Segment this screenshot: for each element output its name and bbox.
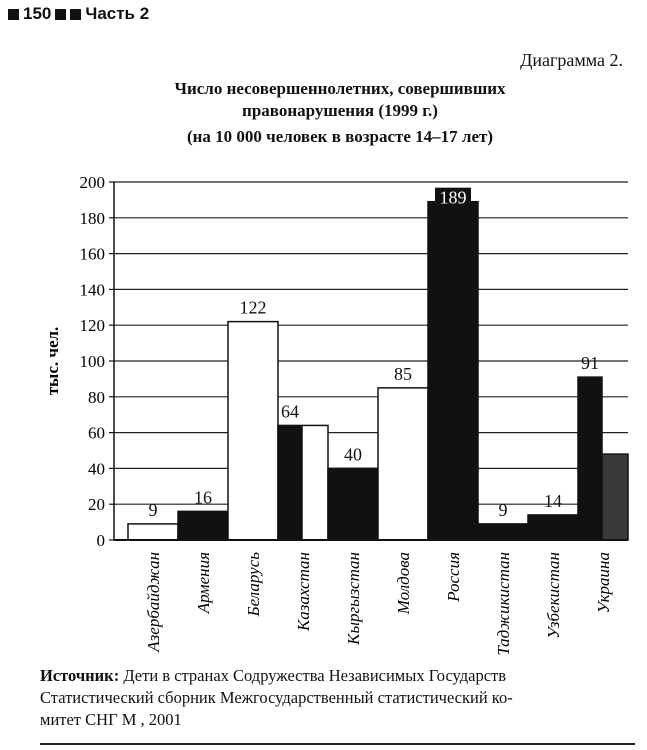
- bar: [378, 388, 428, 540]
- chart-title-line-3: (на 10 000 человек в возрасте 14–17 лет): [186, 127, 494, 146]
- y-tick-label: 140: [79, 280, 105, 300]
- data-label: 122: [239, 297, 267, 318]
- bar: [228, 322, 278, 540]
- data-label: 16: [194, 487, 212, 508]
- bottom-rule: [40, 743, 635, 745]
- data-label: 91: [581, 353, 599, 374]
- bar-secondary: [302, 425, 328, 540]
- bar: [528, 515, 578, 540]
- category-label: Казахстан: [294, 552, 313, 632]
- source-line-3: митет СНГ М , 2001: [40, 710, 182, 729]
- y-axis-label: тыс. чел.: [43, 326, 62, 396]
- page-number: 150: [23, 4, 52, 23]
- chart-title-line-2: правонарушения (1999 г.): [242, 101, 438, 120]
- bar: [128, 524, 178, 540]
- bar: [278, 425, 302, 540]
- category-label: Кыргызстан: [344, 552, 363, 645]
- y-tick-label: 20: [88, 495, 105, 515]
- diagram-label: Диаграмма 2.: [520, 50, 623, 70]
- category-label: Таджикистан: [494, 552, 513, 656]
- source-label: Источник:: [40, 666, 120, 685]
- y-tick-label: 60: [88, 423, 105, 443]
- data-label: 189: [439, 187, 467, 208]
- data-label: 9: [148, 499, 158, 520]
- bar-secondary: [602, 454, 628, 540]
- data-label: 85: [394, 363, 412, 384]
- data-label: 9: [498, 499, 508, 520]
- category-label: Узбекистан: [544, 552, 563, 639]
- bar: [328, 468, 378, 540]
- bar: [178, 511, 228, 540]
- bar: [478, 524, 528, 540]
- source-line-2: Статистический сборник Межгосударственный статистический ко-: [40, 688, 513, 707]
- y-tick-label: 180: [79, 208, 105, 228]
- y-tick-label: 0: [96, 531, 105, 550]
- y-tick-label: 160: [79, 244, 105, 264]
- chart-title-line-1: Число несовершеннолетних, совершивших: [174, 79, 506, 98]
- data-label: 14: [544, 490, 562, 511]
- category-label: Молдова: [394, 552, 413, 615]
- y-tick-label: 200: [79, 173, 105, 192]
- y-tick-label: 40: [88, 459, 105, 479]
- category-label: Азербайджан: [144, 552, 163, 652]
- bar: [578, 377, 602, 540]
- data-label: 40: [344, 444, 362, 465]
- y-tick-label: 100: [79, 352, 105, 371]
- category-label: Армения: [194, 552, 213, 614]
- y-tick-label: 80: [88, 387, 105, 407]
- source-note: [40, 665, 640, 731]
- data-label: 64: [281, 401, 299, 422]
- bar: [428, 202, 478, 540]
- y-tick-label: 120: [79, 316, 105, 336]
- category-label: Беларусь: [244, 552, 263, 617]
- section-label: Часть 2: [85, 4, 150, 23]
- source-text: Дети в странах Содружества Независимых Государств: [119, 666, 507, 685]
- category-label: Украина: [594, 552, 613, 614]
- category-label: Россия: [444, 552, 463, 602]
